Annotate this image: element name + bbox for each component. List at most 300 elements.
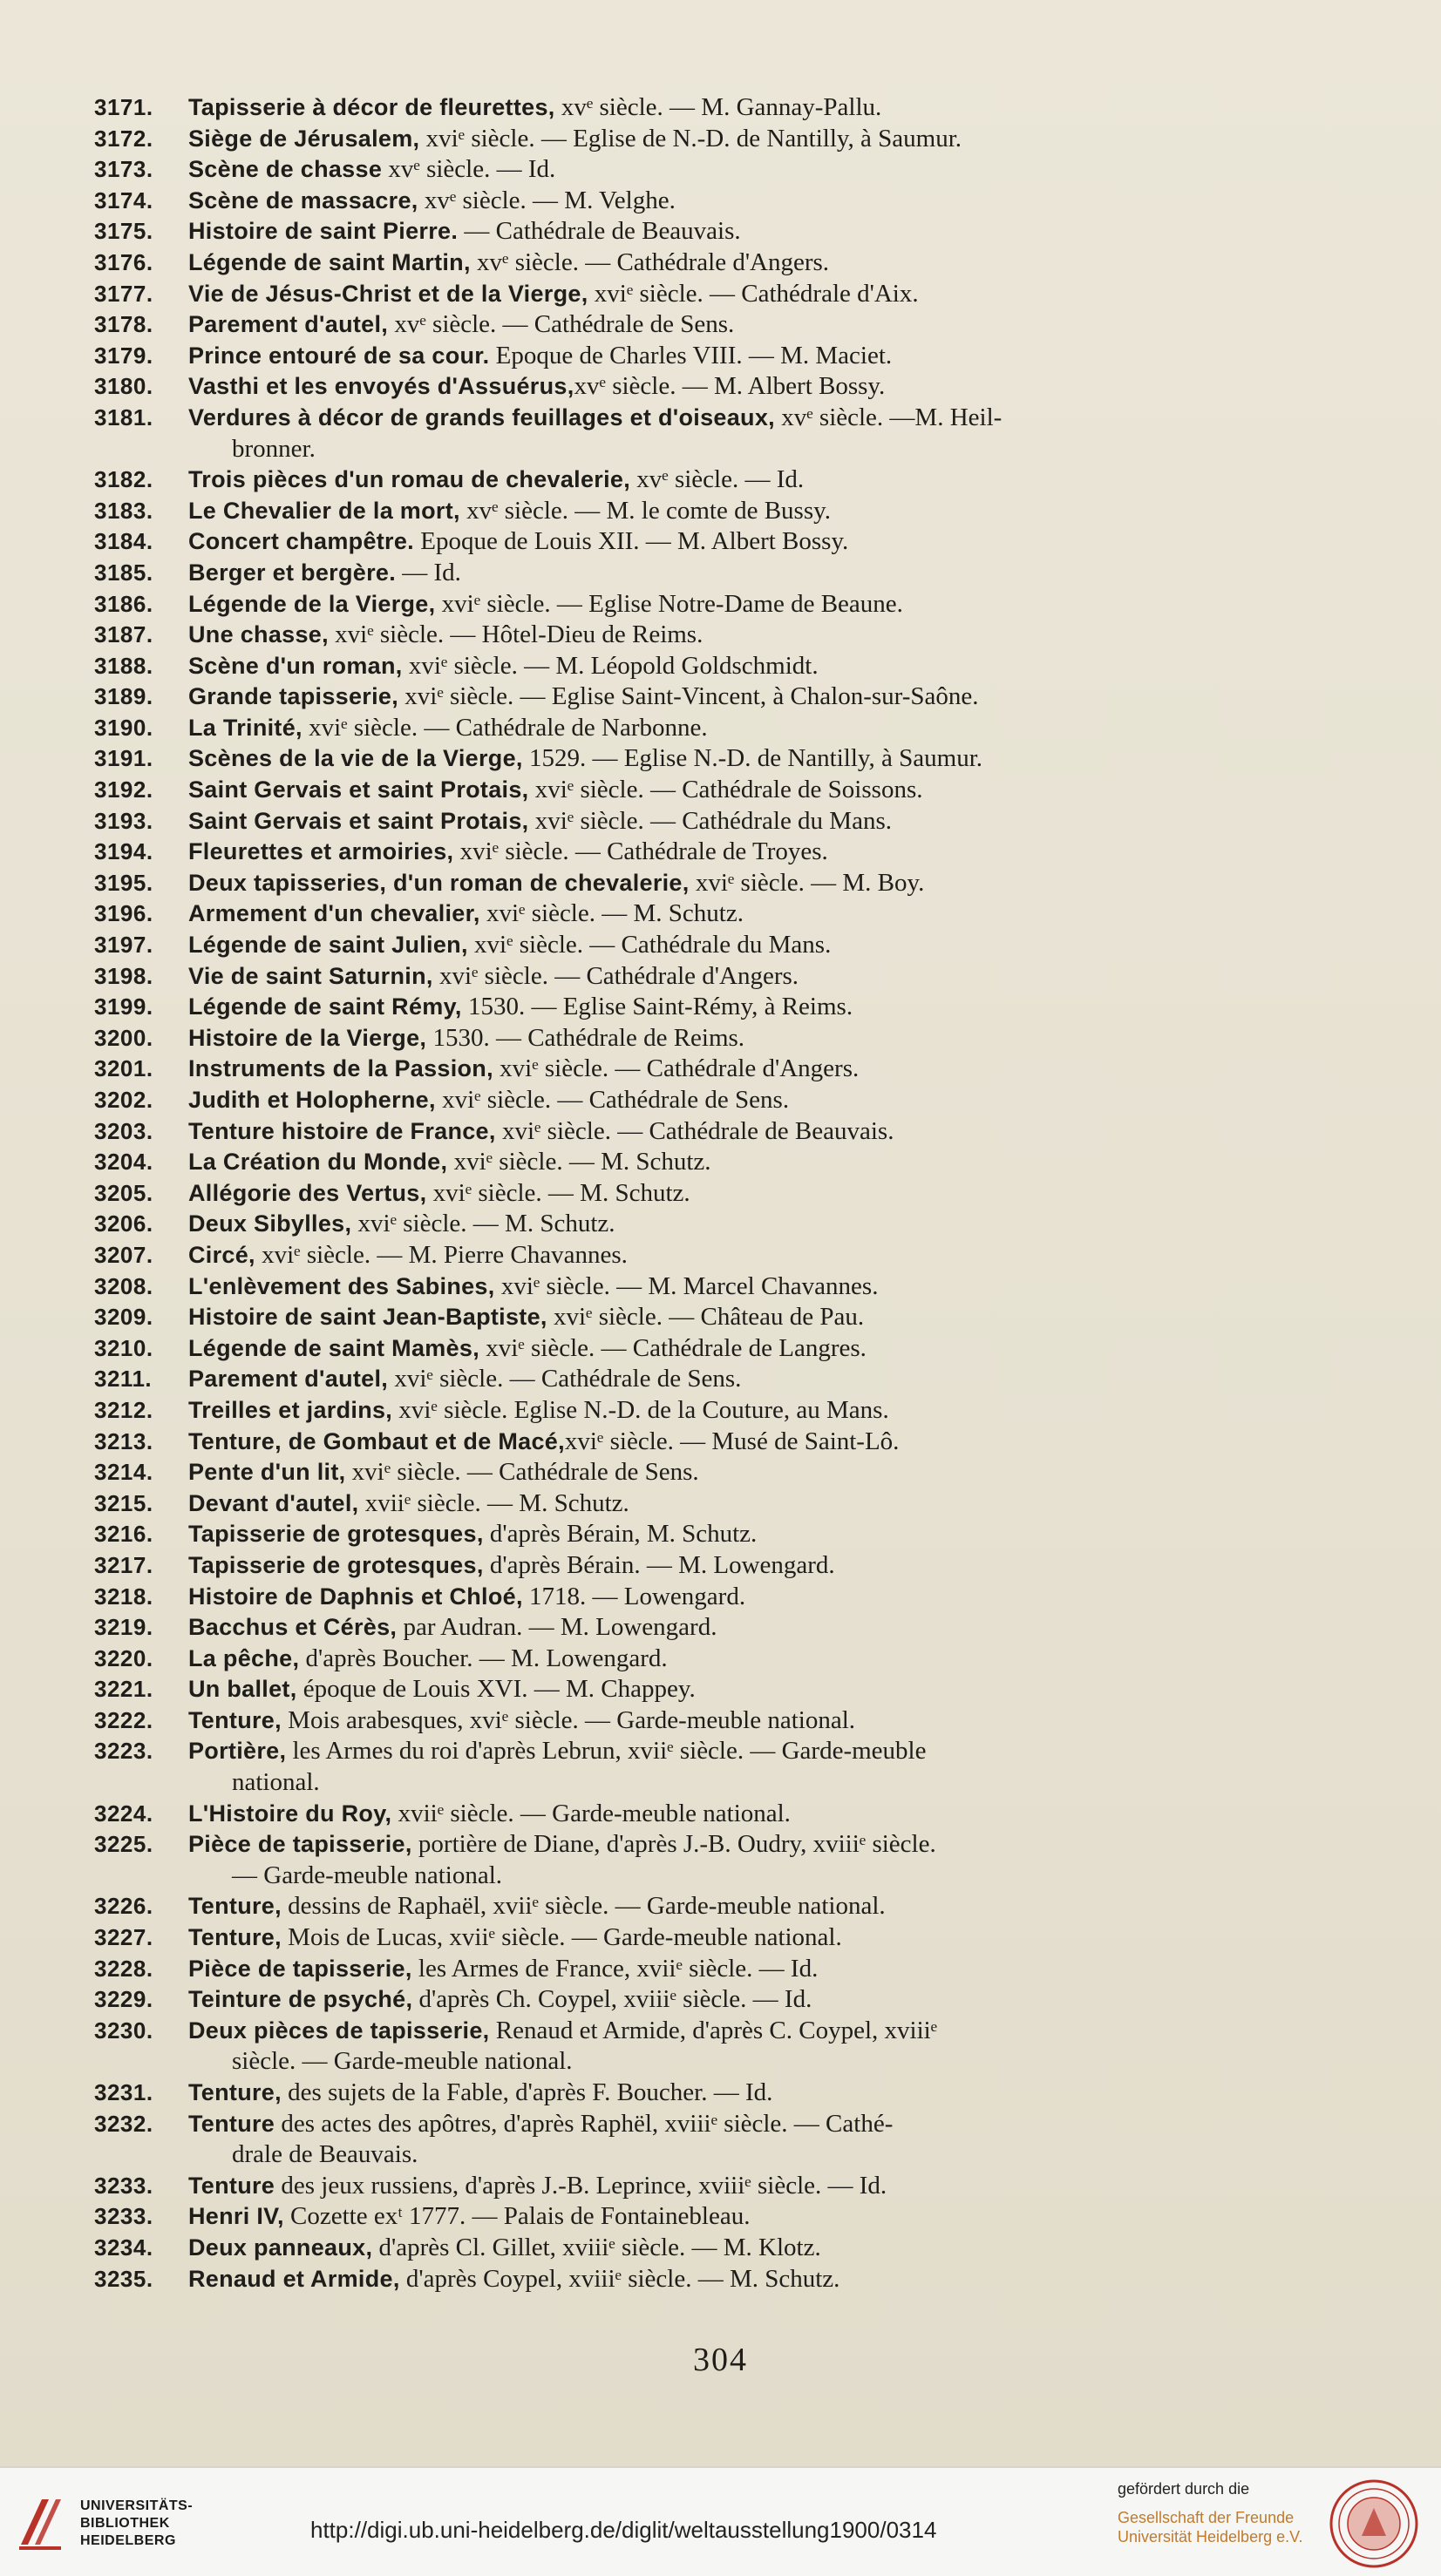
viewer-footer — [0, 2466, 1441, 2576]
entry-number: 3230. — [94, 2017, 153, 2044]
entry-details: d'après Bérain, M. Schutz. — [483, 1520, 758, 1549]
catalogue-entry — [94, 961, 1315, 993]
entry-number: 3173. — [94, 156, 153, 183]
entry-number: 3189. — [94, 683, 153, 710]
entry-title: Histoire de la Vierge, — [188, 1024, 427, 1051]
catalogue-entry — [94, 1922, 1315, 1954]
catalogue-entry — [94, 526, 1315, 558]
entry-details: Renaud et Armide, d'après C. Coypel, xviiiᵉ — [489, 2016, 938, 2044]
catalogue-entry — [94, 1240, 1315, 1271]
catalogue-entry — [94, 743, 1315, 775]
entry-body — [188, 837, 1315, 868]
library-name-line-2: BIBLIOTHEK — [80, 2516, 170, 2531]
entry-continuation: national. — [232, 1768, 320, 1797]
entry-number: 3190. — [94, 714, 153, 741]
entry-number: 3171. — [94, 94, 153, 120]
catalogue-entry — [94, 1984, 1315, 2016]
entry-body — [188, 186, 1315, 217]
entry-number: 3220. — [94, 1644, 153, 1671]
entry-body — [188, 2078, 1315, 2109]
entry-continuation: — Garde-meuble national. — [232, 1861, 503, 1889]
entry-body — [188, 1984, 1315, 2016]
entry-number: 3235. — [94, 2265, 153, 2292]
entry-details: xviᵉ siècle. — M. Pierre Chavannes. — [255, 1240, 628, 1269]
entry-body — [188, 1457, 1315, 1488]
entry-details: — Id. — [396, 558, 461, 586]
entry-number: 3206. — [94, 1210, 153, 1237]
catalogue-entry — [94, 1427, 1315, 1458]
entry-number: 3216. — [94, 1521, 153, 1548]
entry-number: 3201. — [94, 1055, 153, 1082]
sponsor-name-line-2: Universität Heidelberg e.V. — [1118, 2528, 1303, 2545]
catalogue-entry — [94, 1147, 1315, 1178]
entry-body — [188, 2233, 1315, 2264]
entry-number: 3193. — [94, 807, 153, 834]
entry-number: 3180. — [94, 373, 153, 400]
entry-body — [188, 154, 1315, 186]
entry-title: Deux Sibylles, — [188, 1210, 352, 1237]
catalogue-entry — [94, 1674, 1315, 1705]
entry-title: Teinture de psyché, — [188, 1986, 413, 2013]
entry-title: Concert champêtre. — [188, 528, 414, 555]
catalogue-entry — [94, 2233, 1315, 2264]
entry-title: Parement d'autel, — [188, 1366, 389, 1393]
catalogue-entry — [94, 775, 1315, 806]
entry-title: Une chasse, — [188, 621, 329, 648]
entry-title: L'enlèvement des Sabines, — [188, 1272, 495, 1299]
entry-title: Deux tapisseries, d'un roman de chevalerie, — [188, 869, 690, 896]
entry-number: 3212. — [94, 1396, 153, 1423]
entry-number: 3192. — [94, 776, 153, 803]
source-url-link[interactable]: http://digi.ub.uni-heidelberg.de/diglit/weltausstellung1900/0314 — [310, 2517, 937, 2543]
entry-number: 3222. — [94, 1706, 153, 1733]
catalogue-entry — [94, 309, 1315, 341]
entry-number: 3176. — [94, 248, 153, 275]
entry-body — [188, 992, 1315, 1023]
catalogue-entry — [94, 341, 1315, 372]
entry-title: La pêche, — [188, 1644, 300, 1671]
entry-number: 3204. — [94, 1149, 153, 1176]
entry-number: 3226. — [94, 1893, 153, 1920]
entry-body — [188, 92, 1315, 124]
entry-title: Grande tapisserie, — [188, 683, 399, 710]
entry-title: Saint Gervais et saint Protais, — [188, 807, 529, 834]
entry-details: époque de Louis XVI. — M. Chappey. — [296, 1675, 696, 1704]
entry-body — [188, 898, 1315, 930]
entry-number: 3186. — [94, 590, 153, 617]
entry-number: 3207. — [94, 1241, 153, 1268]
entry-details: 1718. — Lowengard. — [522, 1582, 746, 1610]
entry-details: des jeux russiens, d'après J.-B. Leprince, xviiiᵉ siècle. — Id. — [275, 2171, 887, 2200]
entry-details: xvᵉ siècle. — M. Velghe. — [418, 186, 676, 214]
entry-number: 3205. — [94, 1179, 153, 1206]
entry-title: La Création du Monde, — [188, 1149, 448, 1176]
entry-continuation: siècle. — Garde-meuble national. — [232, 2047, 573, 2076]
entry-details: xviᵉ siècle. — Cathédrale d'Angers. — [493, 1054, 860, 1083]
catalogue-entry — [94, 1644, 1315, 1675]
entry-body — [188, 1395, 1315, 1427]
entry-details: xviiᵉ siècle. — M. Schutz. — [358, 1488, 629, 1517]
entry-details: xviᵉ siècle. — Cathédrale de Sens. — [345, 1458, 699, 1487]
entry-title: Tapisserie à décor de fleurettes, — [188, 94, 555, 120]
catalogue-entry — [94, 279, 1315, 310]
entry-title: Pièce de tapisserie, — [188, 1955, 412, 1982]
catalogue-entry — [94, 992, 1315, 1023]
entry-details: 1530. — Cathédrale de Reims. — [426, 1023, 745, 1052]
entry-body — [188, 1488, 1315, 1520]
entry-title: Trois pièces d'un romau de chevalerie, — [188, 466, 631, 493]
entry-title: L'Histoire du Roy, — [188, 1800, 392, 1827]
entry-number: 3175. — [94, 218, 153, 245]
catalogue-entry — [94, 2171, 1315, 2202]
entry-title: Tapisserie de grotesques, — [188, 1551, 484, 1578]
entry-title: Instruments de la Passion, — [188, 1055, 493, 1082]
library-name-line-3: HEIDELBERG — [80, 2533, 176, 2548]
catalogue-entry — [94, 558, 1315, 589]
catalogue-entry — [94, 651, 1315, 682]
entry-title: Portière, — [188, 1738, 287, 1765]
entry-title: Scène d'un roman, — [188, 652, 403, 679]
entry-body — [188, 1799, 1315, 1830]
entry-title: Circé, — [188, 1241, 255, 1268]
entry-number: 3229. — [94, 1986, 153, 2013]
entry-details: xvᵉ siècle. — Cathédrale d'Angers. — [470, 247, 830, 276]
catalogue-entry — [94, 1612, 1315, 1644]
entry-body — [188, 1302, 1315, 1333]
entry-body — [188, 1333, 1315, 1365]
catalogue-entry — [94, 1891, 1315, 1922]
entry-title: Tenture, — [188, 1924, 282, 1951]
entry-title: Saint Gervais et saint Protais, — [188, 776, 529, 803]
entry-details: xviᵉ siècle. — Cathédrale d'Aix. — [588, 279, 919, 308]
entry-body — [188, 1209, 1315, 1240]
entry-body — [188, 2264, 1315, 2295]
entry-body — [188, 961, 1315, 993]
entry-number: 3218. — [94, 1583, 153, 1610]
entry-body — [188, 1271, 1315, 1303]
catalogue-entry — [94, 1519, 1315, 1550]
entry-title: Tenture, de Gombaut et de Macé, — [188, 1427, 565, 1454]
entry-number: 3223. — [94, 1738, 153, 1765]
entry-title: Deux pièces de tapisserie, — [188, 2017, 490, 2044]
entry-details: xviᵉ siècle. — Eglise de N.-D. de Nantilly, à Saumur. — [419, 124, 962, 153]
entry-body — [188, 371, 1315, 403]
entry-details: xviᵉ siècle. — Cathédrale de Sens. — [388, 1365, 742, 1393]
entry-number: 3178. — [94, 311, 153, 338]
entry-number: 3185. — [94, 559, 153, 586]
entry-title: Légende de saint Rémy, — [188, 993, 462, 1020]
entry-title: Un ballet, — [188, 1676, 297, 1703]
entry-body — [188, 1674, 1315, 1705]
entry-details: xviᵉ siècle. — M. Schutz. — [426, 1178, 690, 1207]
entry-number: 3219. — [94, 1614, 153, 1641]
entry-details: xviᵉ siècle. — M. Marcel Chavannes. — [494, 1271, 879, 1300]
entry-title: Tenture — [188, 2110, 275, 2137]
entry-details: xviiᵉ siècle. — Garde-meuble national. — [391, 1799, 791, 1827]
entry-details: xvᵉ siècle. — M. le comte de Bussy. — [459, 496, 831, 525]
entry-title: La Trinité, — [188, 714, 302, 741]
catalogue-entry — [94, 1829, 1315, 1891]
entry-details: 1530. — Eglise Saint-Rémy, à Reims. — [461, 993, 853, 1021]
entry-title: Tapisserie de grotesques, — [188, 1521, 484, 1548]
entry-number: 3177. — [94, 280, 153, 307]
entry-continuation: drale de Beauvais. — [232, 2140, 418, 2169]
entry-body — [188, 681, 1315, 713]
entry-details: les Armes du roi d'après Lebrun, xviiᵉ siècle. — Garde-meuble — [286, 1737, 927, 1766]
entry-number: 3217. — [94, 1551, 153, 1578]
entry-body — [188, 2109, 1315, 2171]
entry-number: 3174. — [94, 186, 153, 214]
entry-title: Vie de Jésus-Christ et de la Vierge, — [188, 280, 588, 307]
entry-details: xviᵉ siècle. — Cathédrale de Narbonne. — [302, 713, 708, 742]
entry-body — [188, 713, 1315, 744]
catalogue-entry — [94, 1209, 1315, 1240]
entry-number: 3211. — [94, 1366, 153, 1393]
entry-body — [188, 1582, 1315, 1613]
entry-details: xviᵉ siècle. — Cathédrale de Sens. — [435, 1086, 790, 1114]
catalogue-entry — [94, 464, 1315, 496]
catalogue-entry — [94, 2201, 1315, 2233]
entry-title: Histoire de saint Jean-Baptiste, — [188, 1304, 547, 1331]
catalogue-entry — [94, 1799, 1315, 1830]
entry-details: xviᵉ siècle. Eglise N.-D. de la Couture, au Mans. — [392, 1395, 889, 1424]
catalogue-entry — [94, 1054, 1315, 1085]
entry-body — [188, 620, 1315, 651]
entry-body — [188, 1954, 1315, 1985]
entry-details: d'après Boucher. — M. Lowengard. — [299, 1644, 668, 1672]
catalogue-entry — [94, 1395, 1315, 1427]
entry-title: Scène de massacre, — [188, 186, 418, 214]
entry-body — [188, 2171, 1315, 2202]
library-name — [80, 2498, 193, 2550]
entry-body — [188, 651, 1315, 682]
entry-title: Renaud et Armide, — [188, 2265, 400, 2292]
entry-number: 3224. — [94, 1800, 153, 1827]
entry-body — [188, 247, 1315, 279]
entry-details: Cozette exᵗ 1777. — Palais de Fontainebleau. — [283, 2202, 751, 2231]
entry-body — [188, 1116, 1315, 1148]
catalogue-entry — [94, 1023, 1315, 1054]
entry-title: Vie de saint Saturnin, — [188, 962, 433, 989]
entry-body — [188, 558, 1315, 589]
sponsor-name-line-1: Gesellschaft der Freunde — [1118, 2509, 1295, 2526]
entry-number: 3195. — [94, 869, 153, 896]
entry-title: Tenture, — [188, 1706, 282, 1733]
entry-body — [188, 309, 1315, 341]
catalogue-entry — [94, 216, 1315, 247]
entry-body — [188, 1364, 1315, 1395]
entry-body — [188, 1736, 1315, 1798]
entry-title: Deux panneaux, — [188, 2234, 373, 2261]
catalogue-entry — [94, 1364, 1315, 1395]
entry-body — [188, 1147, 1315, 1178]
entry-body — [188, 930, 1315, 961]
entry-number: 3188. — [94, 652, 153, 679]
entry-title: Vasthi et les envoyés d'Assuérus, — [188, 373, 574, 400]
entry-number: 3172. — [94, 125, 153, 152]
entry-body — [188, 1178, 1315, 1210]
entry-body — [188, 496, 1315, 527]
entry-number: 3215. — [94, 1489, 153, 1516]
entry-details: par Audran. — M. Lowengard. — [397, 1613, 717, 1642]
entry-details: xvᵉ siècle. — M. Albert Bossy. — [574, 372, 886, 401]
catalogue-entry — [94, 713, 1315, 744]
entry-number: 3210. — [94, 1334, 153, 1361]
entry-details: d'après Cl. Gillet, xviiiᵉ siècle. — M. Klotz. — [372, 2233, 821, 2261]
entry-details: — Cathédrale de Beauvais. — [458, 217, 741, 246]
entry-details: xviᵉ siècle. — Cathédrale d'Angers. — [432, 961, 799, 990]
entry-title: Histoire de saint Pierre. — [188, 218, 459, 245]
entry-title: Allégorie des Vertus, — [188, 1179, 427, 1206]
entry-number: 3209. — [94, 1304, 153, 1331]
catalogue-entry — [94, 1954, 1315, 1985]
catalogue-entries — [94, 92, 1315, 2295]
entry-details: xviᵉ siècle. — M. Schutz. — [351, 1210, 615, 1238]
entry-title: Tenture — [188, 2172, 275, 2199]
entry-title: Légende de la Vierge, — [188, 590, 436, 617]
entry-title: Henri IV, — [188, 2203, 284, 2230]
entry-details: xviᵉ siècle. — M. Boy. — [689, 868, 925, 897]
entry-details: xviᵉ siècle. — M. Schutz. — [479, 899, 744, 928]
entry-title: Treilles et jardins, — [188, 1396, 393, 1423]
entry-details: 1529. — Eglise N.-D. de Nantilly, à Saumur. — [522, 744, 983, 773]
catalogue-entry — [94, 1302, 1315, 1333]
page-number: 304 — [693, 2342, 748, 2378]
catalogue-entry — [94, 620, 1315, 651]
entry-body — [188, 1829, 1315, 1891]
entry-number: 3232. — [94, 2110, 153, 2137]
entry-number: 3213. — [94, 1427, 153, 1454]
catalogue-entry — [94, 589, 1315, 620]
entry-number: 3194. — [94, 838, 153, 865]
catalogue-entry — [94, 124, 1315, 155]
entry-number: 3228. — [94, 1955, 153, 1982]
catalogue-entry — [94, 898, 1315, 930]
catalogue-entry — [94, 681, 1315, 713]
catalogue-entry — [94, 371, 1315, 403]
library-logo-icon — [16, 2492, 65, 2553]
entry-title: Siège de Jérusalem, — [188, 125, 420, 152]
entry-body — [188, 775, 1315, 806]
entry-number: 3227. — [94, 1924, 153, 1951]
entry-details: xviᵉ siècle. — M. Schutz. — [447, 1148, 711, 1176]
entry-number: 3182. — [94, 466, 153, 493]
entry-number: 3214. — [94, 1459, 153, 1486]
entry-details: xviᵉ siècle. — Eglise Saint-Vincent, à Chalon-sur-Saône. — [398, 682, 979, 711]
entry-details: des actes des apôtres, d'après Raphël, xviiiᵉ siècle. — Cathé- — [275, 2109, 894, 2138]
entry-body — [188, 1519, 1315, 1550]
entry-title: Prince entouré de sa cour. — [188, 342, 490, 369]
entry-title: Pente d'un lit, — [188, 1459, 346, 1486]
entry-details: Mois arabesques, xviᵉ siècle. — Garde-meuble national. — [281, 1705, 856, 1734]
entry-title: Légende de saint Julien, — [188, 932, 468, 959]
entry-details: xviᵉ siècle. — Cathédrale de Langres. — [479, 1333, 867, 1362]
entry-body — [188, 464, 1315, 496]
entry-title: Tenture, — [188, 2079, 282, 2105]
entry-details: xviᵉ siècle. — Cathédrale de Soissons. — [528, 776, 923, 804]
catalogue-entry — [94, 930, 1315, 961]
entry-details: xviᵉ siècle. — Cathédrale du Mans. — [467, 931, 832, 959]
entry-body — [188, 526, 1315, 558]
entry-details: xviᵉ siècle. — Cathédrale de Troyes. — [453, 837, 828, 866]
catalogue-entry — [94, 2078, 1315, 2109]
catalogue-entry — [94, 1085, 1315, 1116]
catalogue-entry — [94, 837, 1315, 868]
entry-details: des sujets de la Fable, d'après F. Boucher. — Id. — [281, 2078, 773, 2106]
entry-details: xviᵉ siècle. — Eglise Notre-Dame de Beaune. — [435, 589, 903, 618]
entry-number: 3191. — [94, 745, 153, 772]
entry-details: xvᵉ siècle. — Id. — [382, 155, 556, 184]
entry-details: Epoque de Louis XII. — M. Albert Bossy. — [413, 527, 849, 556]
entry-number: 3221. — [94, 1676, 153, 1703]
catalogue-entry — [94, 1178, 1315, 1210]
catalogue-entry — [94, 1333, 1315, 1365]
catalogue-entry — [94, 2109, 1315, 2171]
entry-body — [188, 743, 1315, 775]
entry-body — [188, 2201, 1315, 2233]
entry-details: d'après Ch. Coypel, xviiiᵉ siècle. — Id. — [412, 1985, 812, 2014]
catalogue-entry — [94, 1582, 1315, 1613]
entry-title: Histoire de Daphnis et Chloé, — [188, 1583, 523, 1610]
entry-number: 3202. — [94, 1087, 153, 1113]
entry-body — [188, 341, 1315, 372]
entry-title: Le Chevalier de la mort, — [188, 497, 460, 524]
entry-number: 3184. — [94, 528, 153, 555]
entry-title: Légende de saint Martin, — [188, 248, 471, 275]
entry-details: xvᵉ siècle. — Cathédrale de Sens. — [388, 310, 735, 339]
entry-body — [188, 403, 1315, 464]
catalogue-entry — [94, 1116, 1315, 1148]
entry-title: Scène de chasse — [188, 156, 383, 183]
catalogue-entry — [94, 247, 1315, 279]
entry-number: 3187. — [94, 621, 153, 648]
entry-body — [188, 279, 1315, 310]
entry-title: Parement d'autel, — [188, 311, 389, 338]
entry-details: xviᵉ siècle. — Hôtel-Dieu de Reims. — [328, 620, 704, 649]
entry-number: 3199. — [94, 993, 153, 1020]
entry-body — [188, 1922, 1315, 1954]
catalogue-entry — [94, 806, 1315, 837]
entry-body — [188, 1612, 1315, 1644]
catalogue-entry — [94, 868, 1315, 899]
catalogue-entry — [94, 186, 1315, 217]
university-seal-icon — [1329, 2478, 1419, 2569]
entry-title: Scènes de la vie de la Vierge, — [188, 745, 523, 772]
entry-details: xvᵉ siècle. — Id. — [630, 465, 805, 494]
catalogue-entry — [94, 92, 1315, 124]
entry-details: Mois de Lucas, xviiᵉ siècle. — Garde-meuble national. — [281, 1923, 842, 1952]
entry-details: xviᵉ siècle. — Château de Pau. — [547, 1303, 865, 1332]
entry-number: 3196. — [94, 900, 153, 927]
entry-number: 3179. — [94, 342, 153, 369]
sponsor-name — [1118, 2508, 1302, 2546]
entry-body — [188, 1240, 1315, 1271]
entry-title: Légende de saint Mamès, — [188, 1334, 479, 1361]
entry-title: Armement d'un chevalier, — [188, 900, 480, 927]
entry-details: Epoque de Charles VIII. — M. Maciet. — [489, 341, 893, 369]
entry-body — [188, 1891, 1315, 1922]
entry-title: Bacchus et Cérès, — [188, 1614, 398, 1641]
entry-details: xviᵉ siècle. — Musé de Saint-Lô. — [564, 1427, 900, 1455]
entry-number: 3225. — [94, 1831, 153, 1858]
entry-details: xviᵉ siècle. — Cathédrale de Beauvais. — [495, 1116, 894, 1145]
entry-number: 3181. — [94, 403, 153, 430]
funded-by-label: gefördert durch die — [1118, 2480, 1250, 2498]
catalogue-entry — [94, 1705, 1315, 1737]
entry-body — [188, 1705, 1315, 1737]
catalogue-entry — [94, 2016, 1315, 2078]
entry-number: 3197. — [94, 932, 153, 959]
